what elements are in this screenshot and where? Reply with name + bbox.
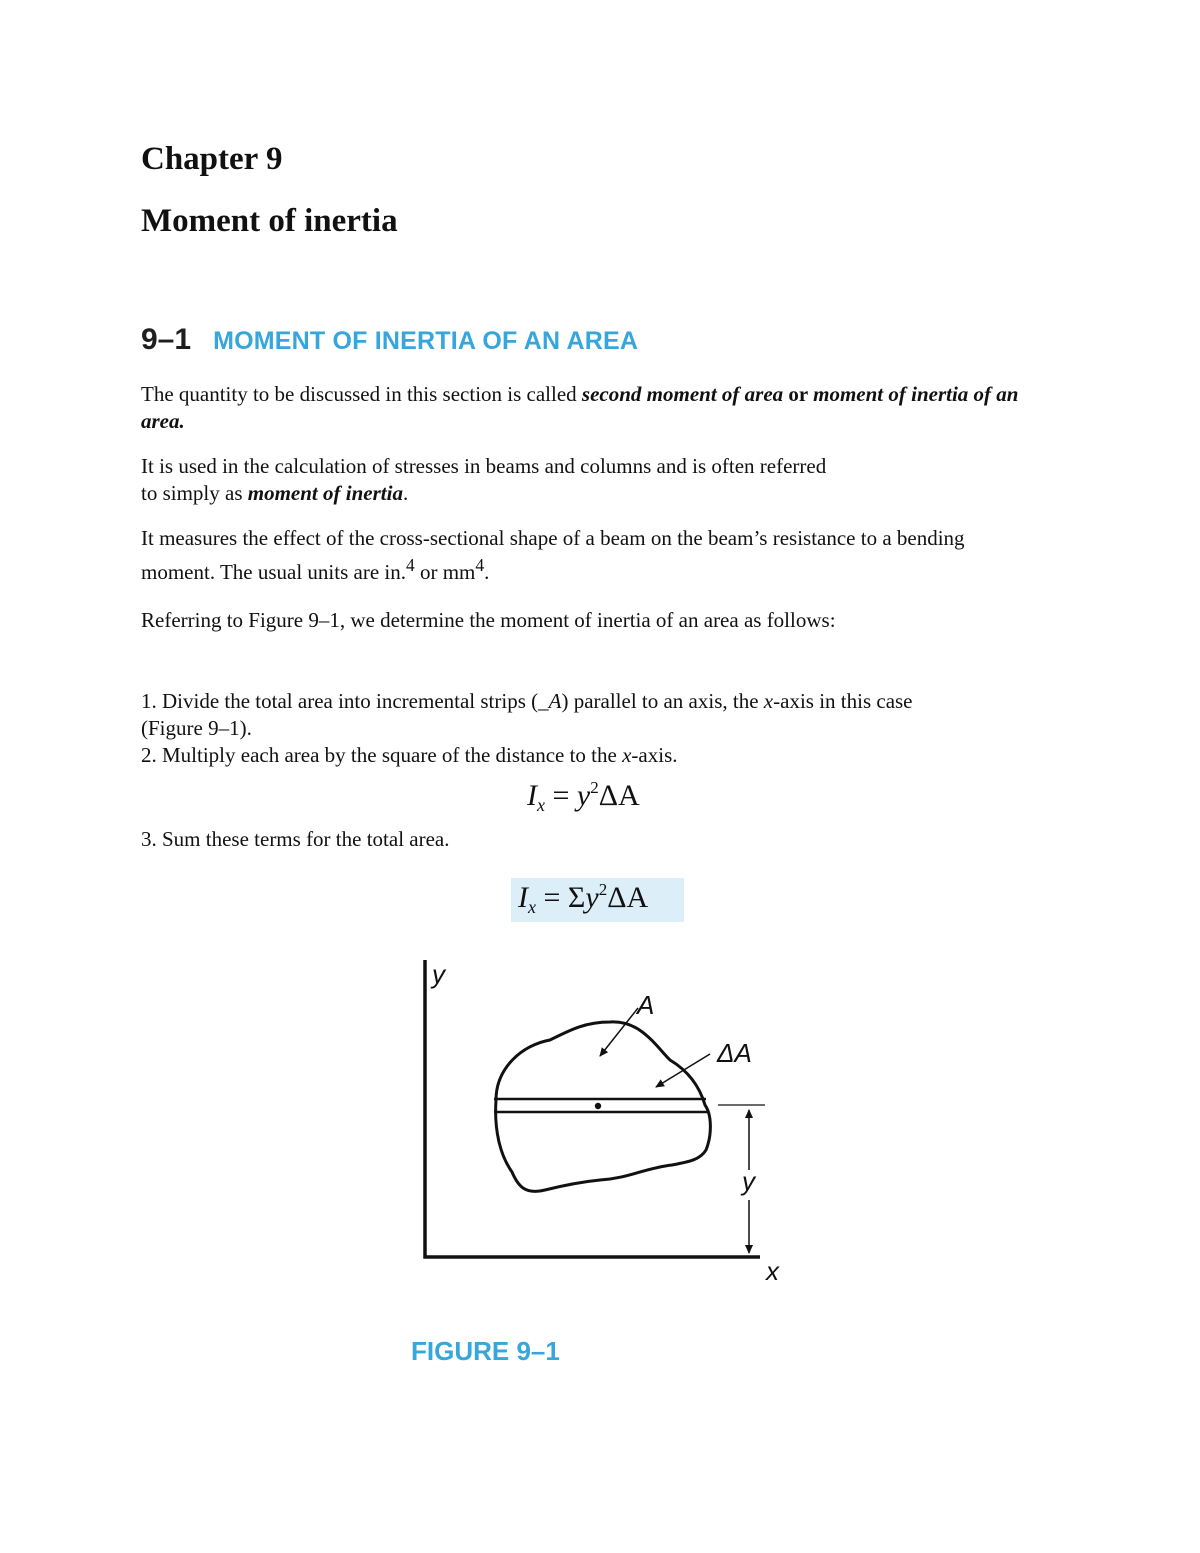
eq1-delta-a: ΔA (598, 779, 640, 812)
eq1-power: 2 (590, 778, 599, 797)
eq2-equals: = (536, 881, 568, 914)
strip-arrow (656, 1054, 710, 1087)
step-1 (141, 688, 941, 742)
paragraph-text: The quantity to be discussed in this section is called (141, 382, 582, 406)
centroid-dot (595, 1103, 601, 1109)
strip-label: ΔA (717, 1038, 752, 1068)
paragraph-text: It measures the effect of the cross-sectional shape of a beam on the beam’s resistance to a bending moment. The usual units are in. (141, 526, 965, 584)
step-2 (141, 742, 941, 769)
step-1-axis: x (763, 689, 774, 713)
figure-diagram (400, 950, 800, 1290)
step-2-axis: x (622, 743, 632, 767)
paragraph-units (141, 525, 1001, 586)
paragraph-referring: Referring to Figure 9–1, we determine the moment of inertia of an area as follows: (141, 608, 836, 632)
step-1-end: -axis in this case (Figure 9–1). (141, 689, 913, 740)
distance-label: y (742, 1166, 755, 1196)
paragraph-text: It is used in the calculation of stresses in beams and columns and is often referred to simply as (141, 454, 827, 505)
y-axis-label: y (432, 959, 445, 989)
paragraph-end: . (484, 560, 490, 584)
x-axis-label: x (766, 1256, 779, 1286)
unit-exponent-in: 4 (405, 555, 415, 575)
equation-incremental (527, 778, 640, 817)
chapter-title: Chapter 9 (141, 141, 283, 177)
step-2-start: 2. Multiply each area by the square of the distance to the (141, 743, 623, 767)
area-label: A (637, 990, 655, 1020)
eq1-equals: = (545, 779, 577, 812)
eq1-lhs-sub: x (537, 795, 545, 815)
equation-total (518, 880, 648, 919)
eq2-lhs: I (518, 881, 528, 914)
eq2-power: 2 (598, 880, 608, 899)
step-1-mid: ) parallel to an axis, the (561, 689, 764, 713)
section-name: MOMENT OF INERTIA OF AN AREA (213, 327, 639, 355)
paragraph-definition (141, 381, 1021, 435)
area-shape (496, 1022, 711, 1192)
paragraph-end: . (402, 481, 409, 505)
eq2-sigma: Σ (567, 881, 586, 914)
term-second-moment: second moment of area (581, 382, 784, 406)
unit-exponent-mm: 4 (475, 555, 485, 575)
step-1-start: 1. Divide the total area into incremental strips (_ (141, 689, 549, 713)
step-2-end: -axis. (631, 743, 678, 767)
step-1-var: A (548, 689, 562, 713)
section-number: 9–1 (141, 323, 192, 356)
term-moment-of-inertia-area: moment of inertia of an area. (141, 382, 1019, 433)
eq2-y: y (585, 881, 599, 914)
figure-caption: FIGURE 9–1 (411, 1336, 560, 1366)
paragraph-middle: or mm (414, 560, 476, 584)
term-connector: or (783, 382, 814, 406)
term-moment-of-inertia: moment of inertia (247, 481, 403, 505)
step-3: 3. Sum these terms for the total area. (141, 827, 450, 851)
chapter-subtitle: Moment of inertia (141, 203, 398, 239)
section-heading (141, 322, 638, 358)
eq1-y: y (576, 779, 591, 812)
eq1-lhs: I (527, 779, 537, 812)
area-arrow (600, 1008, 638, 1056)
eq2-delta-a: ΔA (607, 881, 649, 914)
axes-lines (425, 960, 760, 1257)
eq2-lhs-sub: x (528, 897, 536, 917)
steps-list (141, 688, 941, 769)
paragraph-usage (141, 453, 841, 507)
